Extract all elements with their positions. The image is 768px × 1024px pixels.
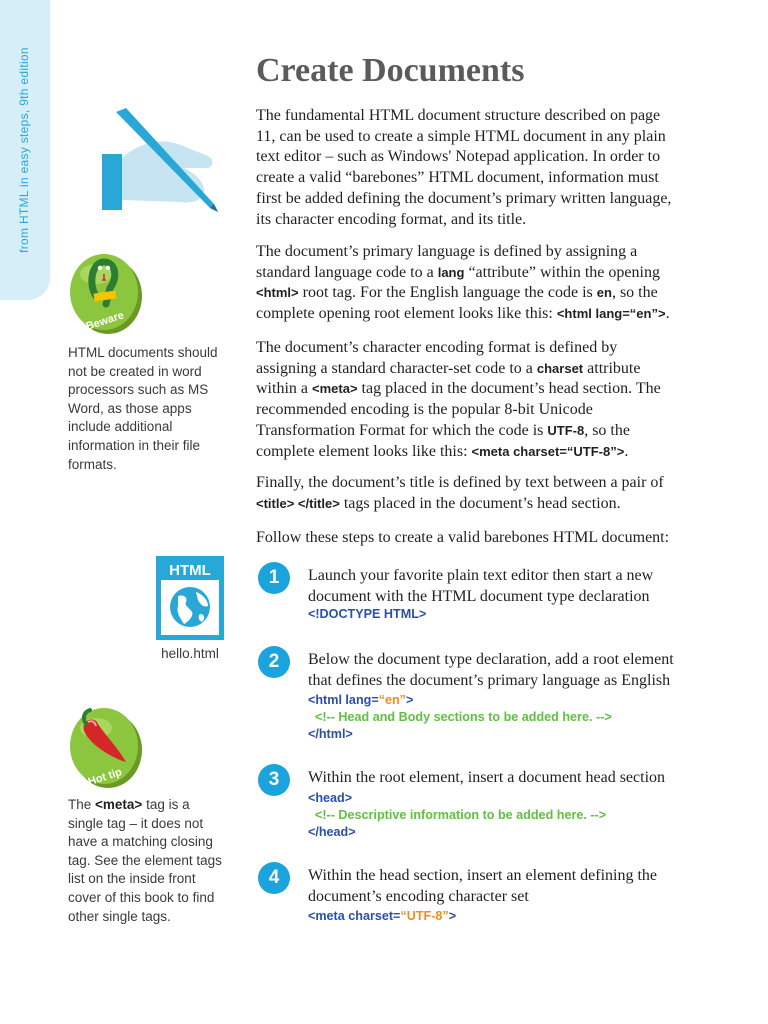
step-number: 2: [258, 646, 290, 678]
paragraph-intro: The fundamental HTML document structure described on page 11, can be used to create a simple HTML document in any plain text editor – such as Windows' Notepad application. In order to create a valid “barebones” HTML document, information must first be added defining the document’s primary written language, its character encoding format, and its title.: [256, 107, 672, 228]
step-text: Within the head section, insert an element defining the document’s encoding character set: [308, 867, 658, 905]
globe-icon: [170, 587, 210, 627]
hand-pen-icon: [100, 108, 220, 212]
code-tag: <html lang=: [308, 693, 379, 707]
hot-tip-badge-label: Hot tip: [86, 766, 124, 789]
inline-code: <meta>: [312, 381, 358, 397]
inline-code: <html lang=“en”>: [556, 306, 666, 322]
side-tab-text: from HTML in easy steps, 9th edition: [17, 47, 31, 253]
paragraph-text: tags placed in the document’s head section.: [339, 494, 621, 512]
step-text: Within the root element, insert a document head section: [308, 769, 666, 786]
inline-code: UTF-8: [547, 422, 585, 438]
step-number: 1: [258, 562, 290, 594]
hot-tip-badge: [66, 702, 146, 792]
beware-note: HTML documents should not be created in word processors such as MS Word, as those apps include additional information in their file formats.: [68, 345, 218, 472]
beware-badge: [66, 248, 146, 338]
inline-code: <meta charset=“UTF-8”>: [471, 443, 625, 459]
paragraph-title: [256, 473, 676, 514]
paragraph-text: root tag. For the English language the code is: [298, 284, 597, 302]
code-value: “UTF-8”: [400, 909, 449, 923]
inline-code: lang: [437, 264, 465, 280]
code-block: [308, 606, 426, 623]
paragraph-text: , so the complete opening root element looks like this:: [256, 284, 658, 323]
paragraph-steps-intro: Follow these steps to create a valid barebones HTML document:: [256, 529, 670, 546]
html-file-icon-label: HTML: [169, 562, 211, 579]
step-text: Launch your favorite plain text editor then start a new document with the HTML document type declaration: [308, 567, 654, 605]
paragraph-text: attribute within a: [256, 359, 641, 398]
paragraph-text: Finally, the document’s title is defined by text between a pair of: [256, 474, 664, 491]
code-line: <!DOCTYPE HTML>: [308, 607, 427, 621]
hot-tip-note-text: The: [68, 797, 96, 812]
paragraph-text: The document’s primary language is defined by assigning a standard language code to a: [256, 243, 638, 281]
code-comment: <!-- Descriptive information to be added here. -->: [308, 808, 607, 823]
paragraph-text: .: [665, 305, 670, 323]
html-file-icon: [156, 556, 224, 640]
paragraph-text: .: [624, 442, 629, 460]
code-tag: >: [448, 909, 457, 923]
code-tag: <head>: [308, 791, 353, 805]
hot-tip-note-text: tag is a single tag – it does not have a matching closing tag. See the element tags list on the inside front cover of this book to find other single tags.: [68, 797, 222, 924]
side-tab: [0, 0, 50, 300]
inline-code: <html>: [256, 285, 299, 301]
file-caption: hello.html: [161, 646, 219, 661]
step-number: 4: [258, 862, 290, 894]
inline-code: en: [596, 285, 612, 301]
hot-tip-note: [68, 796, 228, 926]
code-tag: <meta charset=: [308, 909, 401, 923]
paragraph-text: “attribute” within the opening: [464, 263, 660, 281]
step-number: 3: [258, 764, 290, 796]
page-title: Create Documents: [256, 52, 525, 89]
paragraph-text: tag placed in the document’s head section. The recommended encoding is the popular 8-bit Unicode Transformation Format for which the code is: [256, 380, 661, 439]
code-value: “en”: [378, 693, 406, 707]
step-text: Below the document type declaration, add a root element that defines the document’s primary language as English: [308, 651, 674, 689]
inline-code: <title> </title>: [256, 495, 340, 511]
code-block: [308, 692, 612, 744]
code-comment: <!-- Head and Body sections to be added here. -->: [308, 710, 612, 725]
code-block: [308, 908, 456, 925]
code-tag: >: [405, 693, 414, 707]
hot-tip-note-code: <meta>: [95, 797, 143, 812]
paragraph-encoding: [256, 338, 676, 462]
code-tag: </head>: [308, 825, 356, 840]
paragraph-language: [256, 242, 676, 325]
code-block: [308, 790, 606, 842]
code-tag: </html>: [308, 727, 353, 742]
inline-code: charset: [536, 360, 584, 376]
paragraph-text: , so the complete element looks like this:: [256, 421, 630, 460]
beware-badge-label: Beware: [84, 309, 126, 333]
paragraph-text: The document’s character encoding format is defined by assigning a standard character-set code to a: [256, 339, 618, 377]
